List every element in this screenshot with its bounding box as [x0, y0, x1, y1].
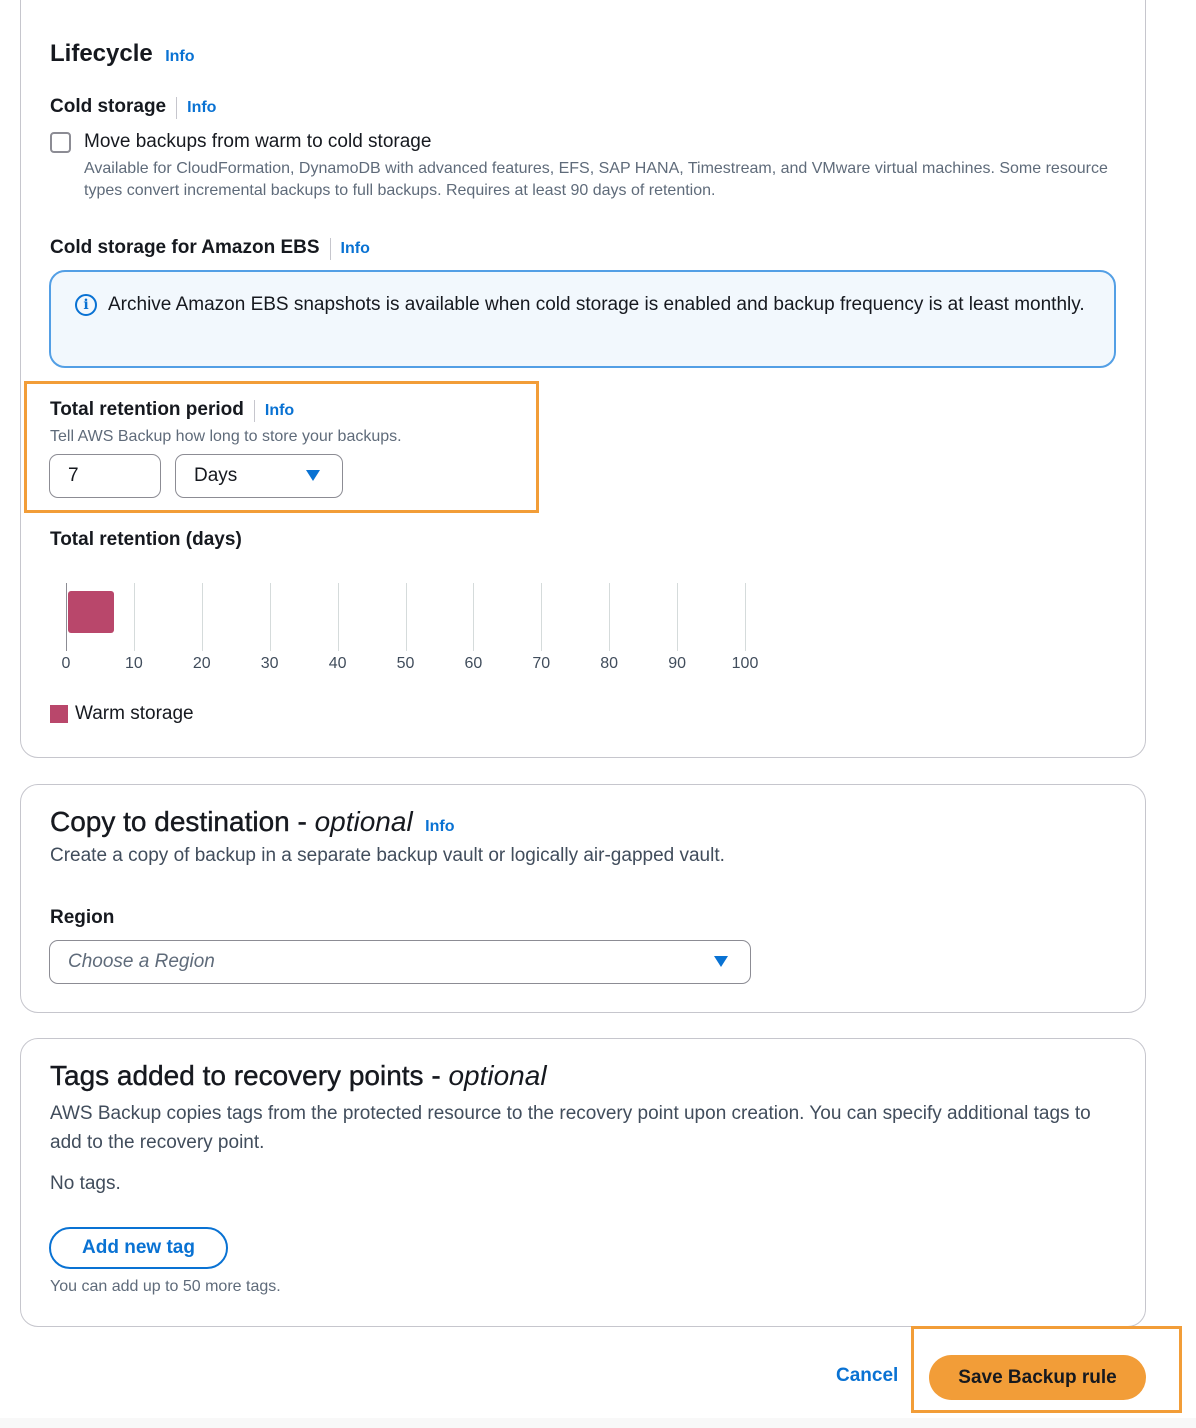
divider	[176, 97, 177, 119]
page-footer-strip	[0, 1418, 1196, 1428]
copy-info-link[interactable]: Info	[425, 818, 455, 835]
region-select[interactable]	[49, 940, 751, 984]
save-backup-rule-button[interactable]: Save Backup rule	[929, 1355, 1146, 1400]
copy-optional: optional	[314, 806, 413, 837]
region-label: Region	[50, 907, 115, 928]
cold-storage-checkbox[interactable]	[50, 132, 71, 153]
tick-label: 70	[532, 655, 551, 672]
gridline	[202, 583, 203, 651]
tick-label: 90	[668, 655, 686, 672]
cold-storage-checkbox-label[interactable]: Move backups from warm to cold storage	[84, 131, 432, 152]
cold-storage-info-link[interactable]: Info	[187, 99, 217, 116]
gridline	[338, 583, 339, 651]
ebs-info-alert	[49, 270, 1116, 368]
retention-unit-value: Days	[194, 465, 238, 486]
add-new-tag-button[interactable]: Add new tag	[49, 1227, 228, 1269]
tags-heading	[50, 1060, 547, 1092]
tick-label: 0	[61, 655, 71, 672]
legend-swatch	[50, 705, 68, 723]
retention-label: Total retention period	[50, 399, 244, 420]
tick-label: 40	[328, 655, 347, 672]
info-circle-icon: i	[75, 294, 97, 316]
retention-chart	[0, 575, 800, 685]
gridline	[541, 583, 542, 651]
tags-description: AWS Backup copies tags from the protected resource to the recovery point upon creation. You can specify additional tags to add to the recovery point.	[50, 1103, 1091, 1153]
legend-label: Warm storage	[75, 703, 194, 724]
lifecycle-heading	[50, 40, 195, 68]
bar-warm-storage[interactable]	[68, 591, 114, 633]
gridline	[134, 583, 135, 651]
tags-hint: You can add up to 50 more tags.	[50, 1278, 281, 1295]
retention-value-input[interactable]: 7	[49, 454, 161, 498]
copy-description: Create a copy of backup in a separate backup vault or logically air-gapped vault.	[50, 845, 725, 866]
caret-down-icon	[306, 470, 320, 481]
ebs-info-link[interactable]: Info	[340, 240, 370, 257]
gridline	[270, 583, 271, 651]
tick-label: 50	[396, 655, 415, 672]
copy-heading	[50, 806, 454, 838]
region-placeholder: Choose a Region	[68, 951, 215, 972]
ebs-label: Cold storage for Amazon EBS	[50, 237, 320, 258]
gridline	[609, 583, 610, 651]
tags-empty: No tags.	[50, 1173, 121, 1194]
gridline	[66, 583, 67, 651]
copy-title: Copy to destination -	[50, 806, 315, 837]
divider	[330, 238, 331, 260]
gridline	[473, 583, 474, 651]
tags-optional: optional	[448, 1060, 547, 1091]
retention-unit-select[interactable]	[175, 454, 343, 498]
gridline	[745, 583, 746, 651]
ebs-alert-text: Archive Amazon EBS snapshots is available when cold storage is enabled and backup frequency is at least monthly.	[108, 294, 1085, 315]
cold-storage-label: Cold storage	[50, 96, 167, 117]
retention-info-link[interactable]: Info	[264, 402, 295, 419]
gridline	[406, 583, 407, 651]
tags-title: Tags added to recovery points -	[50, 1060, 449, 1091]
retention-description: Tell AWS Backup how long to store your backups.	[50, 428, 402, 445]
tick-label: 60	[464, 655, 483, 672]
chart-legend	[50, 703, 194, 725]
lifecycle-info-link[interactable]: Info	[165, 48, 195, 65]
cancel-button[interactable]: Cancel	[836, 1365, 899, 1386]
lifecycle-title: Lifecycle	[50, 40, 153, 67]
tick-label: 20	[192, 655, 211, 672]
gridline	[677, 583, 678, 651]
tick-label: 80	[600, 655, 619, 672]
chart-title: Total retention (days)	[50, 529, 242, 550]
caret-down-icon	[714, 956, 728, 967]
divider	[254, 400, 255, 422]
tick-label: 10	[124, 655, 143, 672]
tick-label: 30	[260, 655, 279, 672]
cold-storage-description: Available for CloudFormation, DynamoDB with advanced features, EFS, SAP HANA, Timestream, and VMware virtual machines. Some resource types convert incremental backups to full backups. Requires at least 90 days of retention.	[84, 160, 1108, 199]
tick-label: 100	[731, 655, 759, 672]
